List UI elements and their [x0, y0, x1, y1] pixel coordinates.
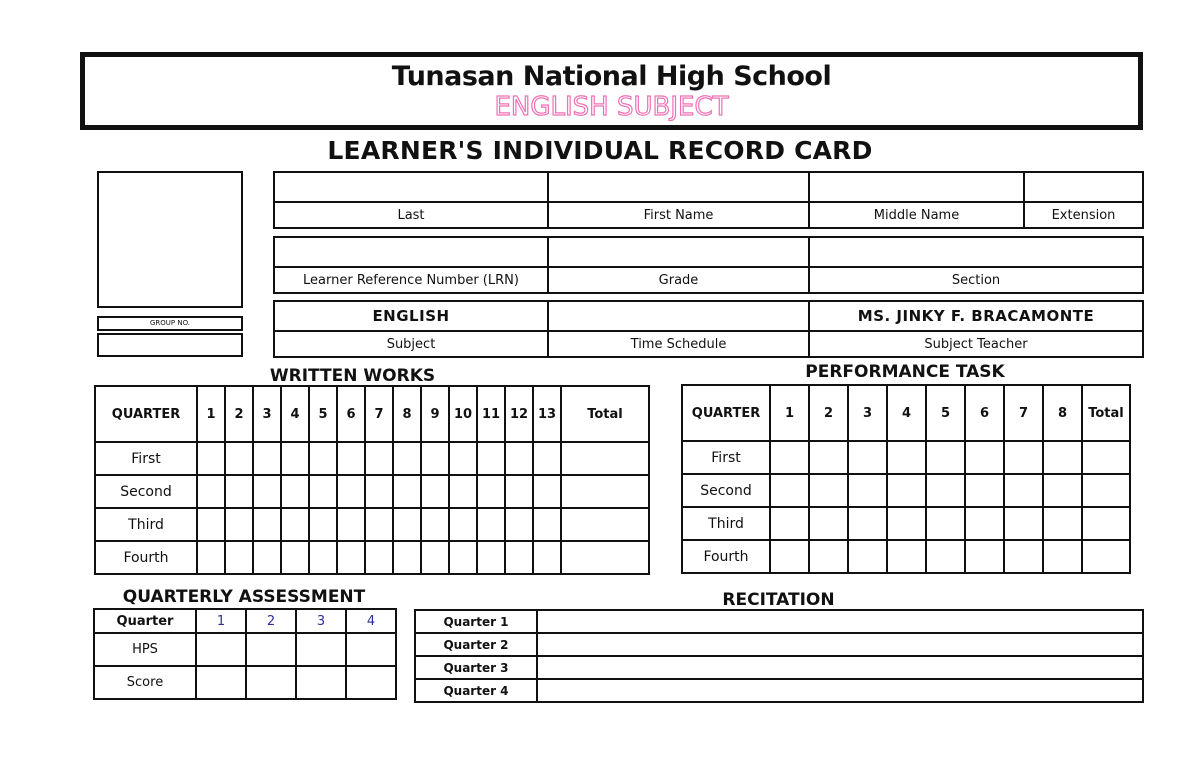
performance_task-score-cell[interactable] [1004, 507, 1043, 540]
qa-cell[interactable] [196, 633, 246, 666]
written_works-score-cell[interactable] [253, 475, 281, 508]
written-works-table [94, 385, 650, 575]
written_works-score-cell[interactable] [505, 442, 533, 475]
lrn-field[interactable] [274, 237, 548, 267]
performance_task-score-cell[interactable] [770, 441, 809, 474]
written_works-score-cell[interactable] [225, 541, 253, 574]
performance_task-header-item: 5 [926, 385, 965, 441]
written_works-score-cell[interactable] [449, 541, 477, 574]
written_works-score-cell[interactable] [393, 442, 421, 475]
qa-cell[interactable] [246, 633, 296, 666]
first-name-label: First Name [548, 202, 809, 228]
qa-cell[interactable] [296, 633, 346, 666]
recitation-quarter-2-label: Quarter 2 [415, 633, 537, 656]
written_works-score-cell[interactable] [533, 442, 561, 475]
subject-table [273, 300, 1144, 358]
written_works-quarter-label: Third [95, 508, 197, 541]
written_works-score-cell[interactable] [253, 508, 281, 541]
last-name-field[interactable] [274, 172, 548, 202]
written_works-total-cell[interactable] [561, 475, 649, 508]
performance_task-quarter-label: Fourth [682, 540, 770, 573]
written_works-score-cell[interactable] [365, 508, 393, 541]
performance_task-score-cell[interactable] [770, 474, 809, 507]
qa-header-2: 2 [246, 609, 296, 633]
performance_task-score-cell[interactable] [770, 540, 809, 573]
performance_task-total-cell[interactable] [1082, 540, 1130, 573]
written_works-header-quarter: QUARTER [95, 386, 197, 442]
section-label: Section [809, 267, 1143, 293]
written_works-score-cell[interactable] [505, 541, 533, 574]
performance_task-quarter-label: Second [682, 474, 770, 507]
performance_task-score-cell[interactable] [809, 474, 848, 507]
written_works-score-cell[interactable] [225, 475, 253, 508]
recitation-table [414, 609, 1144, 703]
written_works-score-cell[interactable] [533, 508, 561, 541]
table-row [95, 508, 649, 541]
performance_task-score-cell[interactable] [1004, 474, 1043, 507]
table-row [682, 540, 1130, 573]
written_works-score-cell[interactable] [365, 541, 393, 574]
written_works-header-total: Total [561, 386, 649, 442]
written-works-title: WRITTEN WORKS [269, 366, 436, 386]
table-row [682, 507, 1130, 540]
subject-teacher-label: Subject Teacher [809, 331, 1143, 357]
written_works-score-cell[interactable] [505, 508, 533, 541]
qa-header-3: 3 [296, 609, 346, 633]
performance_task-score-cell[interactable] [1004, 540, 1043, 573]
written_works-header-item: 12 [505, 386, 533, 442]
performance_task-header-item: 4 [887, 385, 926, 441]
written_works-score-cell[interactable] [393, 475, 421, 508]
performance_task-score-cell[interactable] [848, 441, 887, 474]
performance_task-score-cell[interactable] [926, 441, 965, 474]
performance_task-score-cell[interactable] [1004, 441, 1043, 474]
written_works-score-cell[interactable] [421, 475, 449, 508]
written_works-score-cell[interactable] [505, 475, 533, 508]
written_works-score-cell[interactable] [197, 541, 225, 574]
written_works-score-cell[interactable] [421, 508, 449, 541]
performance_task-score-cell[interactable] [965, 507, 1004, 540]
recitation-title: RECITATION [722, 590, 835, 610]
written_works-score-cell[interactable] [477, 442, 505, 475]
written_works-score-cell[interactable] [225, 442, 253, 475]
written_works-score-cell[interactable] [197, 442, 225, 475]
written_works-header-item: 1 [197, 386, 225, 442]
table-row [682, 474, 1130, 507]
school-header [80, 52, 1143, 130]
written_works-score-cell[interactable] [421, 541, 449, 574]
performance_task-score-cell[interactable] [926, 540, 965, 573]
performance_task-score-cell[interactable] [1043, 507, 1082, 540]
subject-banner: ENGLISH SUBJECT [494, 92, 729, 122]
written_works-header-item: 3 [253, 386, 281, 442]
subject-value[interactable]: ENGLISH [274, 301, 548, 331]
written_works-score-cell[interactable] [393, 541, 421, 574]
recitation-field[interactable] [537, 610, 1143, 633]
qa-score-label: Score [94, 666, 196, 699]
middle-name-field[interactable] [809, 172, 1024, 202]
performance-task-table [681, 384, 1131, 574]
qa-cell[interactable] [196, 666, 246, 699]
performance_task-score-cell[interactable] [887, 540, 926, 573]
written_works-score-cell[interactable] [253, 442, 281, 475]
performance_task-score-cell[interactable] [848, 474, 887, 507]
middle-name-label: Middle Name [809, 202, 1024, 228]
written_works-header-item: 10 [449, 386, 477, 442]
written_works-total-cell[interactable] [561, 442, 649, 475]
written_works-header-item: 11 [477, 386, 505, 442]
teacher-value[interactable]: MS. JINKY F. BRACAMONTE [809, 301, 1143, 331]
written_works-header-item: 7 [365, 386, 393, 442]
written_works-score-cell[interactable] [337, 442, 365, 475]
subject-label: Subject [274, 331, 548, 357]
performance_task-score-cell[interactable] [848, 507, 887, 540]
written_works-score-cell[interactable] [197, 475, 225, 508]
group-number-label: GROUP NO. [97, 316, 243, 331]
performance-task-title: PERFORMANCE TASK [805, 362, 1005, 382]
performance_task-quarter-label: Third [682, 507, 770, 540]
qa-header-quarter: Quarter [94, 609, 196, 633]
written_works-score-cell[interactable] [337, 508, 365, 541]
quarterly-assessment-title: QUARTERLY ASSESSMENT [122, 587, 366, 607]
qa-cell[interactable] [246, 666, 296, 699]
recitation-field[interactable] [537, 656, 1143, 679]
written_works-header-item: 8 [393, 386, 421, 442]
performance_task-score-cell[interactable] [965, 441, 1004, 474]
performance_task-score-cell[interactable] [809, 507, 848, 540]
extension-field[interactable] [1024, 172, 1143, 202]
performance_task-header-item: 2 [809, 385, 848, 441]
quarterly-assessment-table [93, 608, 397, 700]
written_works-score-cell[interactable] [365, 442, 393, 475]
group-number-field[interactable] [97, 333, 243, 357]
card-title: LEARNER'S INDIVIDUAL RECORD CARD [327, 136, 873, 165]
first-name-field[interactable] [548, 172, 809, 202]
written_works-quarter-label: Second [95, 475, 197, 508]
table-row [95, 541, 649, 574]
performance_task-total-cell[interactable] [1082, 507, 1130, 540]
performance_task-score-cell[interactable] [926, 507, 965, 540]
performance_task-header-item: 3 [848, 385, 887, 441]
name-table [273, 171, 1144, 229]
written_works-score-cell[interactable] [281, 442, 309, 475]
written_works-total-cell[interactable] [561, 508, 649, 541]
recitation-field[interactable] [537, 679, 1143, 702]
written_works-score-cell[interactable] [309, 508, 337, 541]
grade-field[interactable] [548, 237, 809, 267]
performance_task-header-item: 6 [965, 385, 1004, 441]
performance_task-score-cell[interactable] [887, 441, 926, 474]
written_works-score-cell[interactable] [477, 541, 505, 574]
last-name-label: Last [274, 202, 548, 228]
performance_task-score-cell[interactable] [770, 507, 809, 540]
written_works-header-item: 6 [337, 386, 365, 442]
photo-box[interactable] [97, 171, 243, 308]
grade-label: Grade [548, 267, 809, 293]
performance_task-score-cell[interactable] [848, 540, 887, 573]
school-name: Tunasan National High School [391, 61, 832, 92]
performance_task-header-item: 8 [1043, 385, 1082, 441]
written_works-score-cell[interactable] [421, 442, 449, 475]
lrn-label: Learner Reference Number (LRN) [274, 267, 548, 293]
performance_task-score-cell[interactable] [809, 441, 848, 474]
section-field[interactable] [809, 237, 1143, 267]
id-table [273, 236, 1144, 294]
written_works-score-cell[interactable] [393, 508, 421, 541]
written_works-score-cell[interactable] [477, 508, 505, 541]
performance_task-header-quarter: QUARTER [682, 385, 770, 441]
written_works-quarter-label: First [95, 442, 197, 475]
written_works-score-cell[interactable] [449, 508, 477, 541]
table-row [95, 475, 649, 508]
qa-header-4: 4 [346, 609, 396, 633]
performance_task-score-cell[interactable] [887, 474, 926, 507]
written_works-score-cell[interactable] [533, 475, 561, 508]
performance_task-score-cell[interactable] [887, 507, 926, 540]
performance_task-total-cell[interactable] [1082, 441, 1130, 474]
written_works-score-cell[interactable] [309, 442, 337, 475]
performance_task-header-total: Total [1082, 385, 1130, 441]
performance_task-score-cell[interactable] [809, 540, 848, 573]
written_works-score-cell[interactable] [309, 475, 337, 508]
time-schedule-label: Time Schedule [548, 331, 809, 357]
table-row [682, 441, 1130, 474]
performance_task-score-cell[interactable] [1043, 474, 1082, 507]
performance_task-quarter-label: First [682, 441, 770, 474]
written_works-score-cell[interactable] [365, 475, 393, 508]
recitation-quarter-1-label: Quarter 1 [415, 610, 537, 633]
performance_task-header-item: 7 [1004, 385, 1043, 441]
qa-hps-label: HPS [94, 633, 196, 666]
performance_task-score-cell[interactable] [1043, 540, 1082, 573]
performance_task-total-cell[interactable] [1082, 474, 1130, 507]
written_works-score-cell[interactable] [533, 541, 561, 574]
written_works-score-cell[interactable] [337, 541, 365, 574]
written_works-header-item: 13 [533, 386, 561, 442]
performance_task-header-item: 1 [770, 385, 809, 441]
recitation-quarter-3-label: Quarter 3 [415, 656, 537, 679]
written_works-header-item: 9 [421, 386, 449, 442]
written_works-score-cell[interactable] [253, 541, 281, 574]
qa-cell[interactable] [346, 633, 396, 666]
performance_task-score-cell[interactable] [965, 474, 1004, 507]
written_works-score-cell[interactable] [337, 475, 365, 508]
written_works-score-cell[interactable] [281, 475, 309, 508]
written_works-score-cell[interactable] [225, 508, 253, 541]
performance_task-score-cell[interactable] [965, 540, 1004, 573]
written_works-header-item: 5 [309, 386, 337, 442]
extension-label: Extension [1024, 202, 1143, 228]
written_works-score-cell[interactable] [477, 475, 505, 508]
written_works-header-item: 4 [281, 386, 309, 442]
qa-cell[interactable] [346, 666, 396, 699]
written_works-score-cell[interactable] [197, 508, 225, 541]
performance_task-score-cell[interactable] [926, 474, 965, 507]
written_works-score-cell[interactable] [449, 475, 477, 508]
table-row [95, 442, 649, 475]
written_works-score-cell[interactable] [309, 541, 337, 574]
qa-header-1: 1 [196, 609, 246, 633]
performance_task-score-cell[interactable] [1043, 441, 1082, 474]
written_works-quarter-label: Fourth [95, 541, 197, 574]
written_works-score-cell[interactable] [449, 442, 477, 475]
written_works-score-cell[interactable] [281, 541, 309, 574]
recitation-field[interactable] [537, 633, 1143, 656]
time-schedule-field[interactable] [548, 301, 809, 331]
recitation-quarter-4-label: Quarter 4 [415, 679, 537, 702]
written_works-header-item: 2 [225, 386, 253, 442]
qa-cell[interactable] [296, 666, 346, 699]
written_works-total-cell[interactable] [561, 541, 649, 574]
written_works-score-cell[interactable] [281, 508, 309, 541]
